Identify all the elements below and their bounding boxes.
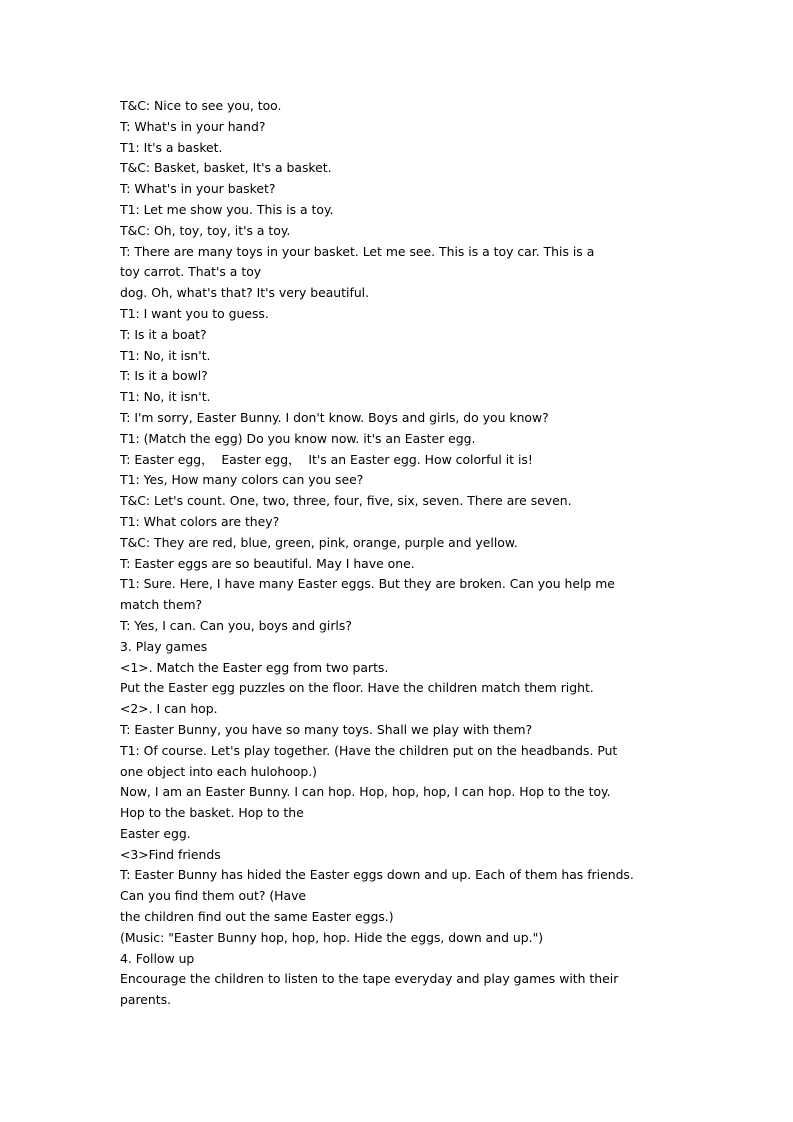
text-line: T: Easter eggs are so beautiful. May I have one.: [120, 555, 415, 571]
text-line: 4. Follow up: [120, 950, 195, 966]
text-line: parents.: [120, 992, 172, 1008]
text-line: <3>Find friends: [120, 846, 221, 862]
text-line: T: What's in your basket?: [120, 181, 276, 197]
text-line: T1: What colors are they?: [120, 513, 280, 529]
text-line: Put the Easter egg puzzles on the floor. Have the children match them right.: [120, 680, 594, 696]
text-line: the children find out the same Easter eggs.): [120, 909, 394, 925]
text-line: T1: Sure. Here, I have many Easter eggs. But they are broken. Can you help me: [120, 576, 615, 592]
text-line: Easter egg.: [120, 825, 191, 841]
text-line: T: Easter Bunny has hided the Easter eggs down and up. Each of them has friends.: [120, 867, 634, 883]
text-line: T1: Yes, How many colors can you see?: [120, 472, 364, 488]
text-line: 3. Play games: [120, 638, 208, 654]
text-line: T1: I want you to guess.: [120, 305, 269, 321]
text-line: T: Easter Bunny, you have so many toys. Shall we play with them?: [120, 721, 533, 737]
text-line: T: Is it a bowl?: [120, 368, 208, 384]
text-line: T1: It's a basket.: [120, 139, 223, 155]
text-line: match them?: [120, 597, 203, 613]
text-line: T1: No, it isn't.: [120, 347, 211, 363]
text-line: T: What's in your hand?: [120, 118, 266, 134]
text-line: T&C: Let's count. One, two, three, four, five, six, seven. There are seven.: [120, 493, 572, 509]
text-line: T: I'm sorry, Easter Bunny. I don't know. Boys and girls, do you know?: [120, 409, 549, 425]
text-line: T: Easter egg， Easter egg， It's an Easter egg. How colorful it is!: [120, 451, 533, 467]
text-line: Can you find them out? (Have: [120, 888, 307, 904]
text-line: <2>. I can hop.: [120, 701, 218, 717]
text-line: Hop to the basket. Hop to the: [120, 805, 304, 821]
text-line: one object into each hulohoop.): [120, 763, 317, 779]
text-line: T&C: They are red, blue, green, pink, orange, purple and yellow.: [120, 534, 518, 550]
text-line: T: Is it a boat?: [120, 326, 207, 342]
text-line: T1: (Match the egg) Do you know now. it's an Easter egg.: [120, 430, 476, 446]
document-body: [120, 96, 640, 1011]
text-line: T1: No, it isn't.: [120, 389, 211, 405]
text-line: toy carrot. That's a toy: [120, 264, 262, 280]
text-line: T&C: Basket, basket, It's a basket.: [120, 160, 332, 176]
text-line: (Music: "Easter Bunny hop, hop, hop. Hide the eggs, down and up."): [120, 929, 544, 945]
text-line: T: Yes, I can. Can you, boys and girls?: [120, 617, 352, 633]
text-line: T1: Let me show you. This is a toy.: [120, 201, 334, 217]
text-line: Encourage the children to listen to the tape everyday and play games with their: [120, 971, 619, 987]
text-line: Now, I am an Easter Bunny. I can hop. Hop, hop, hop, I can hop. Hop to the toy.: [120, 784, 611, 800]
text-line: dog. Oh, what's that? It's very beautiful.: [120, 285, 370, 301]
text-line: T: There are many toys in your basket. Let me see. This is a toy car. This is a: [120, 243, 595, 259]
text-line: T&C: Nice to see you, too.: [120, 98, 282, 113]
text-line: T1: Of course. Let's play together. (Have the children put on the headbands. Put: [120, 742, 618, 758]
text-line: <1>. Match the Easter egg from two parts.: [120, 659, 389, 675]
text-line: T&C: Oh, toy, toy, it's a toy.: [120, 222, 291, 238]
